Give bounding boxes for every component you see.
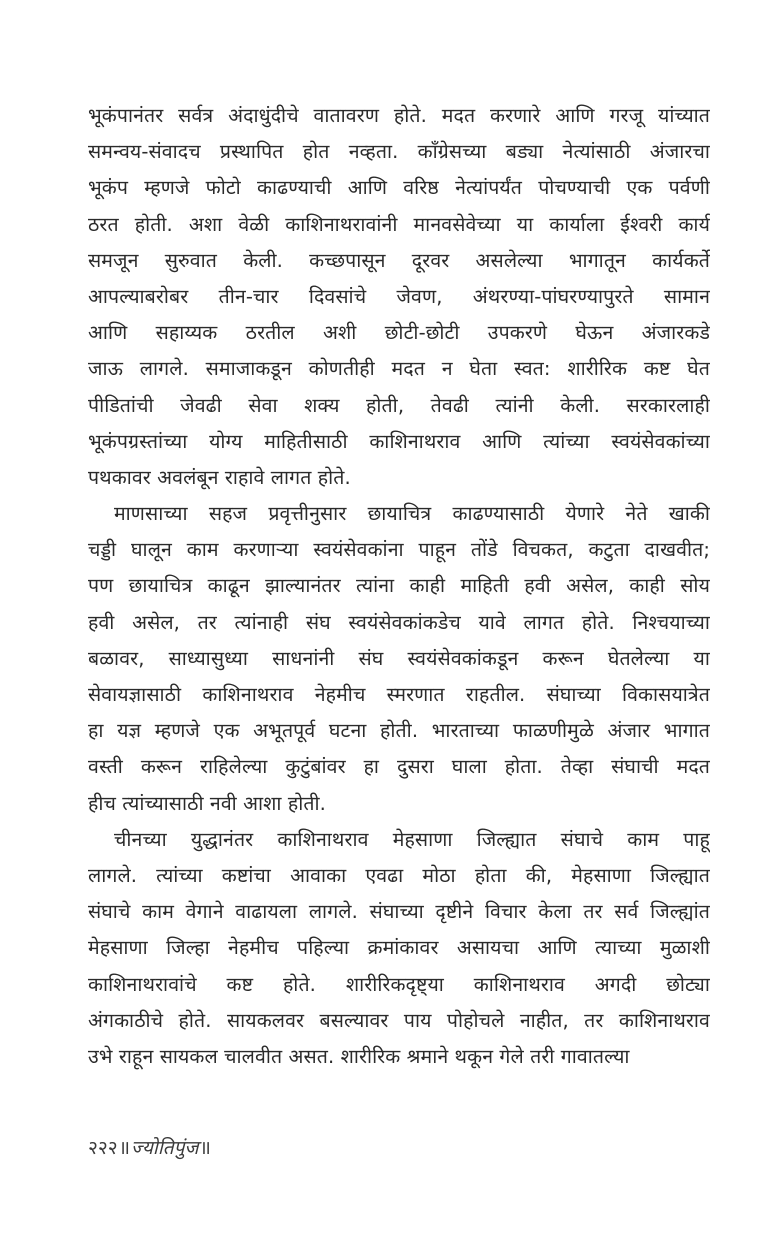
text-line: पण छायाचित्र काढून झाल्यानंतर त्यांना काही माहिती हवी असेल, काही सोय [88,574,710,598]
text-line: लागले. त्यांच्या कष्टांचा आवाका एवढा मोठा होता की, मेहसाणा जिल्ह्यात [88,863,710,887]
text-line: जाऊ लागले. समाजाकडून कोणतीही मदत न घेता स्वत: शारीरिक कष्ट घेत [88,357,710,381]
text-line: हीच त्यांच्यासाठी नवी आशा होती. [88,791,326,815]
text-line: भूकंप म्हणजे फोटो काढण्याची आणि वरिष्ठ नेत्यांपर्यंत पोचण्याची एक पर्वणी [88,176,710,200]
text-line: काशिनाथरावांचे कष्ट होते. शारीरिकदृष्ट्या काशिनाथराव अगदी छोट्या [88,972,710,996]
text-line: आणि सहाय्यक ठरतील अशी छोटी-छोटी उपकरणे घेऊन अंजारकडे [88,321,710,345]
paragraph [88,822,710,1075]
text-line: उभे राहून सायकल चालवीत असत. शारीरिक श्रमाने थकून गेले तरी गावातल्या [88,1044,630,1068]
footer-separator-right: ॥ [199,1137,211,1159]
page-number: २२२ [88,1137,118,1159]
text-line: समजून सुरुवात केली. कच्छपासून दूरवर असलेल्या भागातून कार्यकर्ते [88,248,710,272]
body-text [88,98,710,1075]
paragraph [88,496,710,822]
text-line: माणसाच्या सहज प्रवृत्तीनुसार छायाचित्र काढण्यासाठी येणारे नेते खाकी [114,502,710,526]
text-line: अंगकाठीचे होते. सायकलवर बसल्यावर पाय पोहोचले नाहीत, तर काशिनाथराव [88,1008,710,1032]
footer-separator-left: ॥ [118,1137,131,1159]
text-line: बळावर, साध्यासुध्या साधनांनी संघ स्वयंसेवकांकडून करून घेतलेल्या या [88,646,710,670]
text-line: भूकंपानंतर सर्वत्र अंदाधुंदीचे वातावरण होते. मदत करणारे आणि गरजू यांच्यात [88,104,710,127]
text-line: हा यज्ञ म्हणजे एक अभूतपूर्व घटना होती. भारताच्या फाळणीमुळे अंजार भागात [88,719,710,743]
text-line: समन्वय-संवादच प्रस्थापित होत नव्हता. काँग्रेसच्या बड्या नेत्यांसाठी अंजारचा [88,140,710,164]
text-line: चड्डी घालून काम करणाऱ्या स्वयंसेवकांना पाहून तोंडे विचकत, कटुता दाखवीत; [88,538,710,562]
paragraph [88,98,710,496]
text-line: सेवायज्ञासाठी काशिनाथराव नेहमीच स्मरणात राहतील. संघाच्या विकासयात्रेत [88,683,710,706]
text-line: मेहसाणा जिल्हा नेहमीच पहिल्या क्रमांकावर असायचा आणि त्याच्या मुळाशी [88,936,710,960]
text-line: संघाचे काम वेगाने वाढायला लागले. संघाच्या दृष्टीने विचार केला तर सर्व जिल्ह्यांत [88,900,710,924]
text-line: चीनच्या युद्धानंतर काशिनाथराव मेहसाणा जिल्ह्यात संघाचे काम पाहू [114,827,710,851]
text-line: पथकावर अवलंबून राहावे लागत होते. [88,465,351,489]
running-title: ज्योतिपुंज [131,1137,199,1159]
text-line: हवी असेल, तर त्यांनाही संघ स्वयंसेवकांकडेच यावे लागत होते. निश्चयाच्या [88,610,710,634]
text-line: भूकंपग्रस्तांच्या योग्य माहितीसाठी काशिनाथराव आणि त्यांच्या स्वयंसेवकांच्या [88,429,710,453]
text-line: पीडितांची जेवढी सेवा शक्य होती, तेवढी त्यांनी केली. सरकारलाही [88,393,710,417]
page-footer [88,1134,212,1160]
text-line: ठरत होती. अशा वेळी काशिनाथरावांनी मानवसेवेच्या या कार्याला ईश्वरी कार्य [88,212,710,236]
text-line: वस्ती करून राहिलेल्या कुटुंबांवर हा दुसरा घाला होता. तेव्हा संघाची मदत [88,755,710,779]
text-line: आपल्याबरोबर तीन-चार दिवसांचे जेवण, अंथरण्या-पांघरण्यापुरते सामान [88,284,710,308]
